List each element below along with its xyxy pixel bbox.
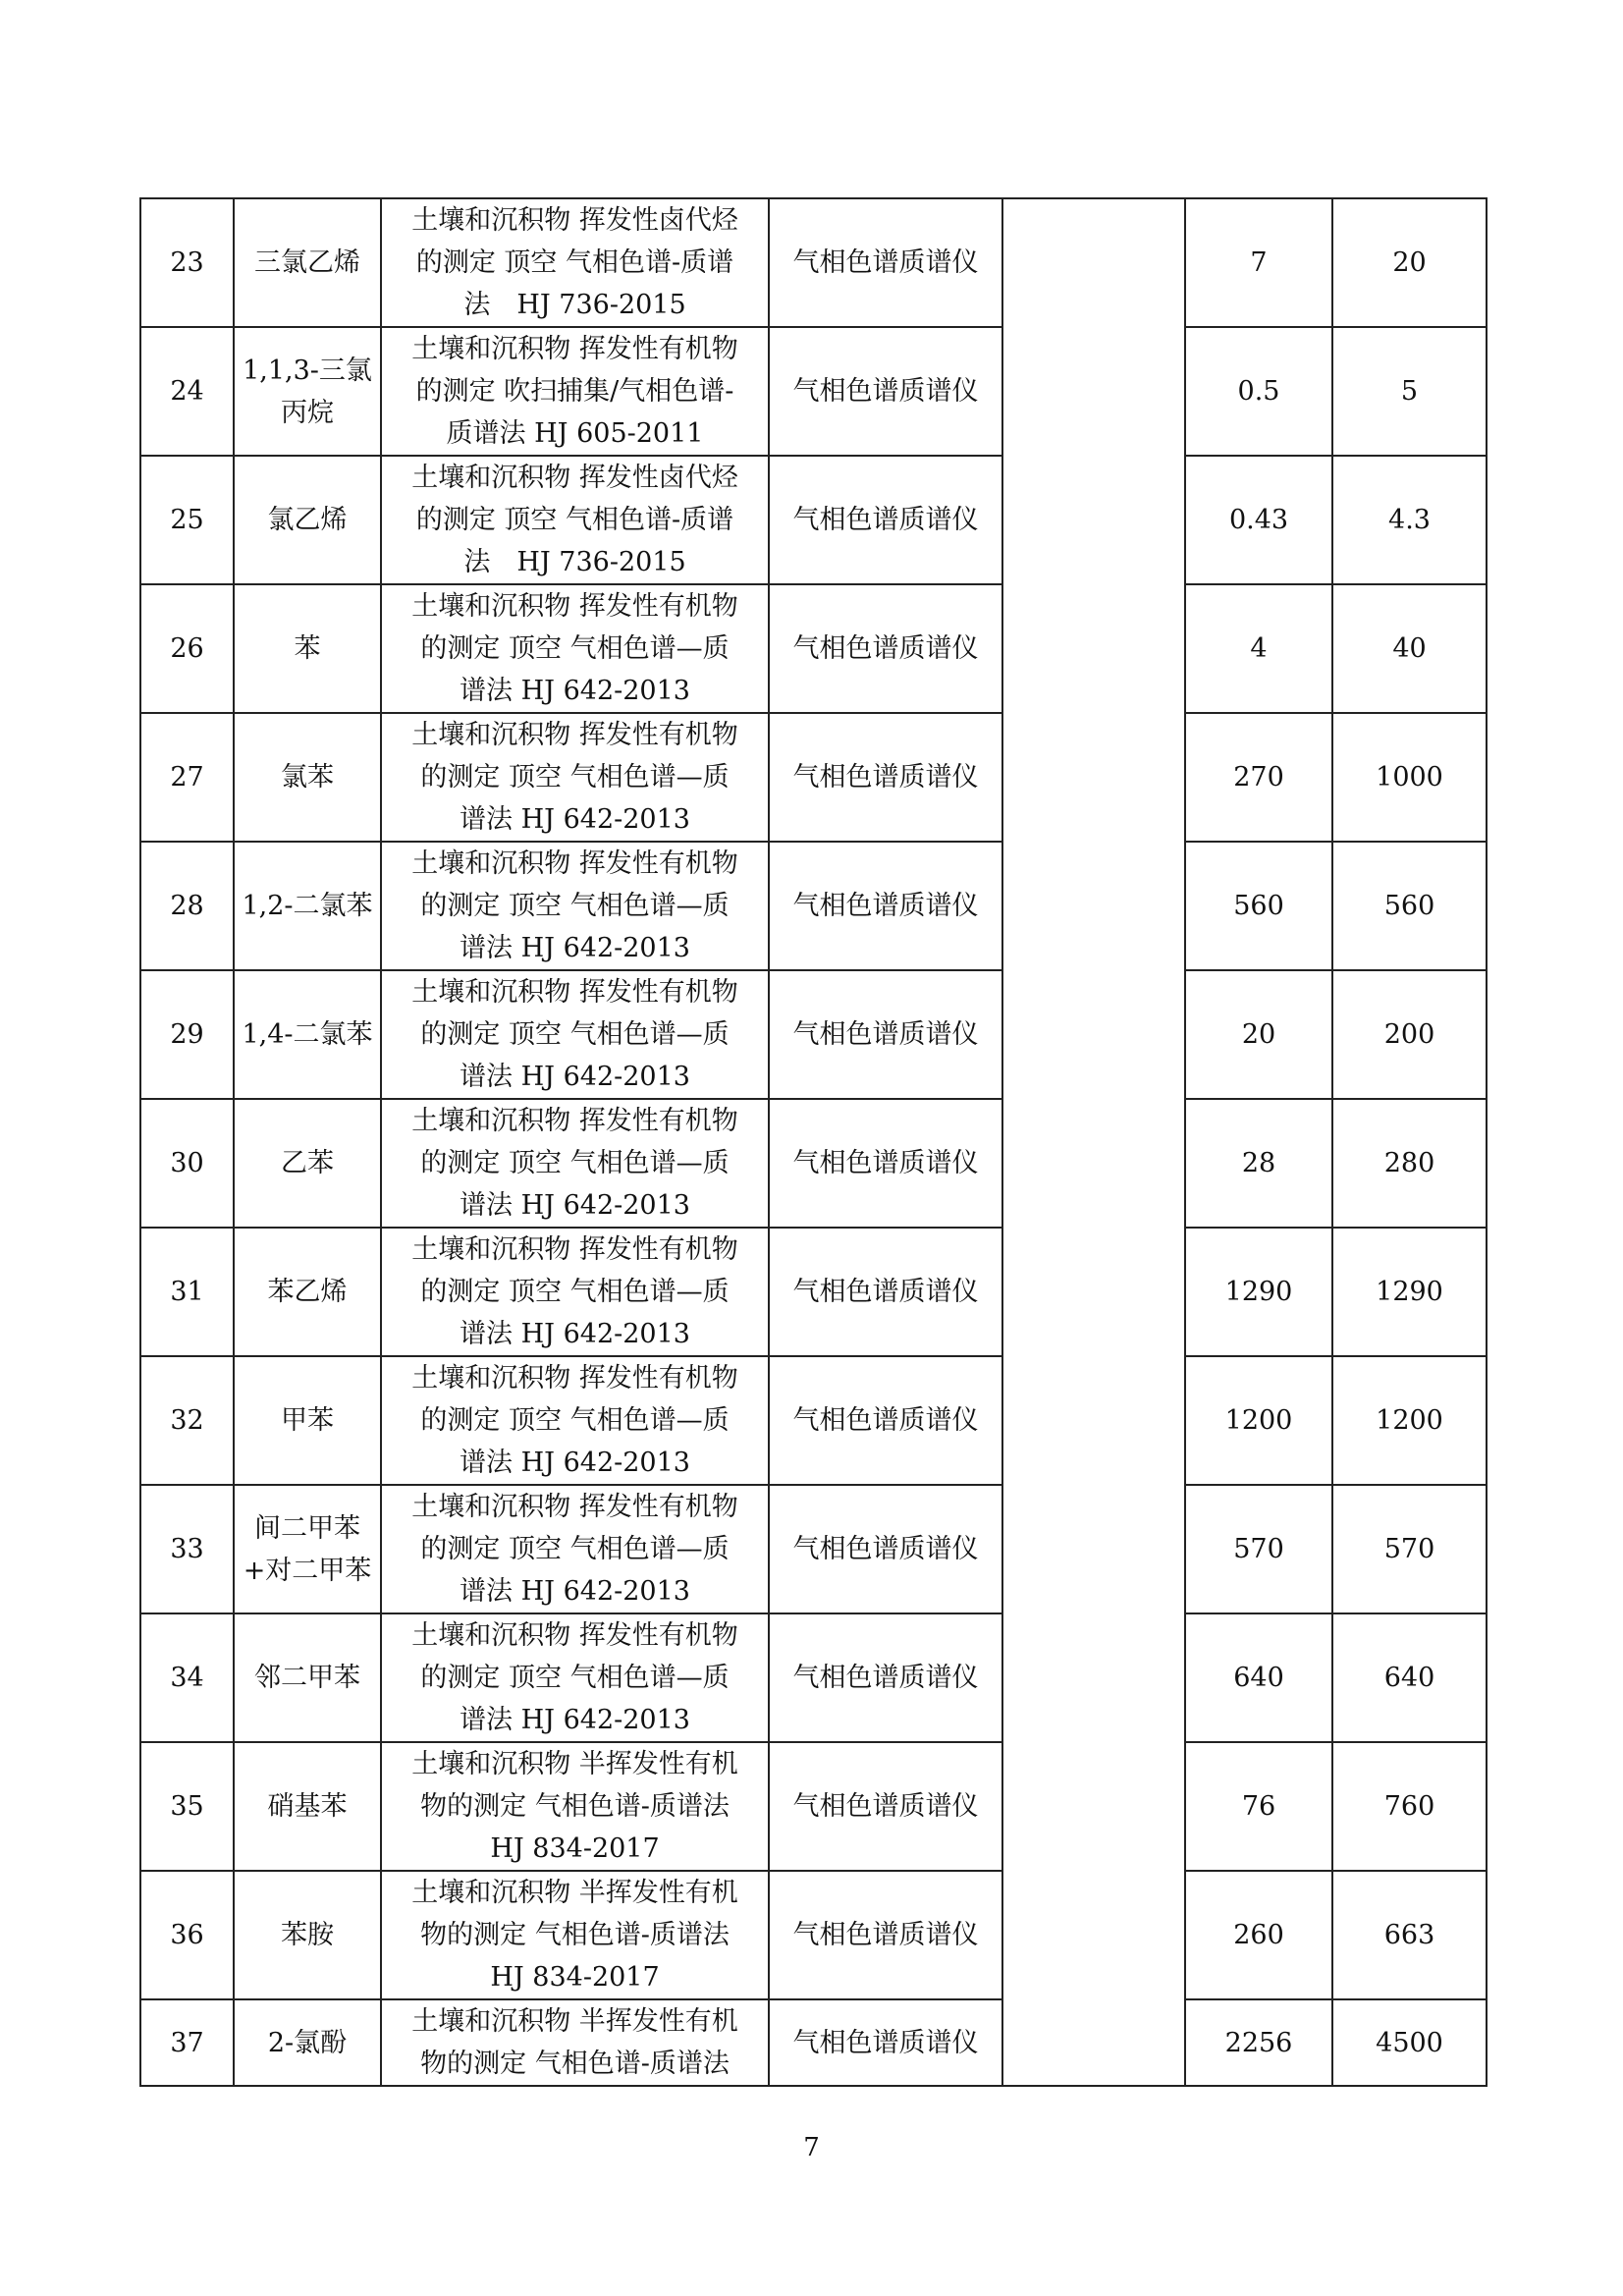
table-row xyxy=(140,584,1487,713)
row-number-cell: 37 xyxy=(140,1999,234,2086)
method-line: 法 HJ 736-2015 xyxy=(463,290,686,320)
method-line: 谱法 HJ 642-2013 xyxy=(460,1448,690,1478)
method-line: 土壤和沉积物 挥发性有机物 xyxy=(411,591,738,622)
detection-limit-cell: 4 xyxy=(1185,584,1332,713)
substance-name-cell: 邻二甲苯 xyxy=(234,1613,381,1742)
row-number-cell: 32 xyxy=(140,1356,234,1485)
method-cell xyxy=(381,970,769,1099)
row-number-cell: 36 xyxy=(140,1871,234,1999)
detection-limit-cell: 28 xyxy=(1185,1099,1332,1228)
table-row xyxy=(140,456,1487,584)
row-number-cell: 34 xyxy=(140,1613,234,1742)
blank-merged-cell xyxy=(1002,198,1185,2086)
method-line: 土壤和沉积物 半挥发性有机 xyxy=(411,1878,738,1908)
method-line: 土壤和沉积物 挥发性卤代烃 xyxy=(411,205,738,236)
row-number-cell: 25 xyxy=(140,456,234,584)
method-line: 的测定 顶空 气相色谱—质 xyxy=(420,762,730,793)
method-cell xyxy=(381,327,769,456)
detection-limit-cell: 260 xyxy=(1185,1871,1332,1999)
method-line: 质谱法 HJ 605-2011 xyxy=(446,418,704,449)
method-line: 谱法 HJ 642-2013 xyxy=(460,1705,690,1735)
method-cell xyxy=(381,1999,769,2086)
substance-name-cell: 氯苯 xyxy=(234,713,381,842)
table-row xyxy=(140,1228,1487,1356)
table-row xyxy=(140,1356,1487,1485)
substance-name-cell: 2-氯酚 xyxy=(234,1999,381,2086)
table-row xyxy=(140,970,1487,1099)
row-number-cell: 23 xyxy=(140,198,234,327)
method-cell xyxy=(381,584,769,713)
method-line: 的测定 顶空 气相色谱—质 xyxy=(420,1663,730,1693)
detection-limit-cell: 76 xyxy=(1185,1742,1332,1871)
method-line: 土壤和沉积物 挥发性有机物 xyxy=(411,848,738,879)
substance-name-cell: 1,4-二氯苯 xyxy=(234,970,381,1099)
method-cell xyxy=(381,456,769,584)
method-line: 土壤和沉积物 半挥发性有机 xyxy=(411,1749,738,1779)
method-line: 的测定 顶空 气相色谱—质 xyxy=(420,633,730,664)
method-line: 土壤和沉积物 挥发性卤代烃 xyxy=(411,463,738,493)
method-line: 谱法 HJ 642-2013 xyxy=(460,933,690,963)
screening-value-cell: 5 xyxy=(1332,327,1487,456)
method-line: 的测定 顶空 气相色谱—质 xyxy=(420,1019,730,1050)
method-cell xyxy=(381,198,769,327)
method-cell xyxy=(381,713,769,842)
table-row xyxy=(140,327,1487,456)
detection-limit-cell: 1290 xyxy=(1185,1228,1332,1356)
substance-name-cell: 1,2-二氯苯 xyxy=(234,842,381,970)
screening-value-cell: 280 xyxy=(1332,1099,1487,1228)
method-line: 土壤和沉积物 半挥发性有机 xyxy=(411,2006,738,2037)
detection-limit-cell: 1200 xyxy=(1185,1356,1332,1485)
table-row xyxy=(140,1613,1487,1742)
detection-limit-cell: 640 xyxy=(1185,1613,1332,1742)
detection-limit-cell: 0.43 xyxy=(1185,456,1332,584)
method-line: 的测定 顶空 气相色谱—质 xyxy=(420,891,730,921)
instrument-cell: 气相色谱质谱仪 xyxy=(769,970,1002,1099)
row-number-cell: 27 xyxy=(140,713,234,842)
row-number-cell: 31 xyxy=(140,1228,234,1356)
row-number-cell: 29 xyxy=(140,970,234,1099)
method-line: 的测定 顶空 气相色谱-质谱 xyxy=(415,505,734,535)
row-number-cell: 28 xyxy=(140,842,234,970)
instrument-cell: 气相色谱质谱仪 xyxy=(769,1228,1002,1356)
detection-limit-cell: 0.5 xyxy=(1185,327,1332,456)
method-line: 土壤和沉积物 挥发性有机物 xyxy=(411,1234,738,1265)
instrument-cell: 气相色谱质谱仪 xyxy=(769,198,1002,327)
method-line: 谱法 HJ 642-2013 xyxy=(460,1190,690,1221)
instrument-cell: 气相色谱质谱仪 xyxy=(769,1999,1002,2086)
table-row xyxy=(140,1742,1487,1871)
method-line: 土壤和沉积物 挥发性有机物 xyxy=(411,720,738,750)
table-body xyxy=(140,198,1487,2086)
screening-value-cell: 4.3 xyxy=(1332,456,1487,584)
screening-value-cell: 200 xyxy=(1332,970,1487,1099)
screening-value-cell: 760 xyxy=(1332,1742,1487,1871)
screening-value-cell: 560 xyxy=(1332,842,1487,970)
substance-name-cell: 1,1,3-三氯丙烷 xyxy=(234,327,381,456)
instrument-cell: 气相色谱质谱仪 xyxy=(769,1871,1002,1999)
substance-name-cell: 乙苯 xyxy=(234,1099,381,1228)
method-line: 谱法 HJ 642-2013 xyxy=(460,1062,690,1092)
instrument-cell: 气相色谱质谱仪 xyxy=(769,842,1002,970)
screening-value-cell: 1000 xyxy=(1332,713,1487,842)
table-row xyxy=(140,1099,1487,1228)
page-number: 7 xyxy=(803,2133,820,2162)
substance-name-cell: 三氯乙烯 xyxy=(234,198,381,327)
row-number-cell: 35 xyxy=(140,1742,234,1871)
substance-name-cell: 硝基苯 xyxy=(234,1742,381,1871)
substance-name-cell: 苯胺 xyxy=(234,1871,381,1999)
row-number-cell: 26 xyxy=(140,584,234,713)
detection-limit-cell: 2256 xyxy=(1185,1999,1332,2086)
detection-methods-table xyxy=(139,197,1488,2087)
screening-value-cell: 570 xyxy=(1332,1485,1487,1613)
method-cell xyxy=(381,842,769,970)
table-row xyxy=(140,713,1487,842)
method-line: HJ 834-2017 xyxy=(490,1962,660,1993)
screening-value-cell: 4500 xyxy=(1332,1999,1487,2086)
substance-name-cell: 甲苯 xyxy=(234,1356,381,1485)
method-line: 土壤和沉积物 挥发性有机物 xyxy=(411,977,738,1008)
table-row xyxy=(140,1871,1487,1999)
screening-value-cell: 640 xyxy=(1332,1613,1487,1742)
method-line: 土壤和沉积物 挥发性有机物 xyxy=(411,334,738,364)
method-line: 土壤和沉积物 挥发性有机物 xyxy=(411,1492,738,1522)
method-line: 谱法 HJ 642-2013 xyxy=(460,804,690,835)
method-line: 法 HJ 736-2015 xyxy=(463,547,686,577)
table-row xyxy=(140,1485,1487,1613)
instrument-cell: 气相色谱质谱仪 xyxy=(769,1485,1002,1613)
method-line: 的测定 顶空 气相色谱—质 xyxy=(420,1405,730,1436)
instrument-cell: 气相色谱质谱仪 xyxy=(769,1099,1002,1228)
row-number-cell: 33 xyxy=(140,1485,234,1613)
method-line: 土壤和沉积物 挥发性有机物 xyxy=(411,1363,738,1394)
table-row xyxy=(140,842,1487,970)
method-line: 的测定 顶空 气相色谱—质 xyxy=(420,1148,730,1178)
screening-value-cell: 1200 xyxy=(1332,1356,1487,1485)
method-line: 谱法 HJ 642-2013 xyxy=(460,676,690,706)
method-cell xyxy=(381,1871,769,1999)
instrument-cell: 气相色谱质谱仪 xyxy=(769,327,1002,456)
method-line: 的测定 顶空 气相色谱—质 xyxy=(420,1534,730,1564)
screening-value-cell: 20 xyxy=(1332,198,1487,327)
method-cell xyxy=(381,1228,769,1356)
screening-value-cell: 40 xyxy=(1332,584,1487,713)
substance-name-cell: 氯乙烯 xyxy=(234,456,381,584)
table-row xyxy=(140,1999,1487,2086)
method-line: 的测定 顶空 气相色谱-质谱 xyxy=(415,247,734,278)
instrument-cell: 气相色谱质谱仪 xyxy=(769,456,1002,584)
method-line: HJ 834-2017 xyxy=(490,1833,660,1864)
method-line: 谱法 HJ 642-2013 xyxy=(460,1576,690,1607)
detection-limit-cell: 560 xyxy=(1185,842,1332,970)
method-line: 土壤和沉积物 挥发性有机物 xyxy=(411,1620,738,1651)
instrument-cell: 气相色谱质谱仪 xyxy=(769,1356,1002,1485)
method-cell xyxy=(381,1613,769,1742)
substance-name-cell: 苯乙烯 xyxy=(234,1228,381,1356)
substance-name-cell: 间二甲苯+对二甲苯 xyxy=(234,1485,381,1613)
screening-value-cell: 1290 xyxy=(1332,1228,1487,1356)
instrument-cell: 气相色谱质谱仪 xyxy=(769,1613,1002,1742)
method-cell xyxy=(381,1356,769,1485)
method-line: 的测定 吹扫捕集/气相色谱- xyxy=(415,376,734,407)
method-line: 物的测定 气相色谱-质谱法 xyxy=(420,1791,730,1822)
detection-limit-cell: 270 xyxy=(1185,713,1332,842)
detection-limit-cell: 20 xyxy=(1185,970,1332,1099)
instrument-cell: 气相色谱质谱仪 xyxy=(769,713,1002,842)
substance-name-cell: 苯 xyxy=(234,584,381,713)
screening-value-cell: 663 xyxy=(1332,1871,1487,1999)
method-line: 物的测定 气相色谱-质谱法 xyxy=(420,2049,730,2079)
row-number-cell: 30 xyxy=(140,1099,234,1228)
method-cell xyxy=(381,1485,769,1613)
instrument-cell: 气相色谱质谱仪 xyxy=(769,1742,1002,1871)
method-line: 的测定 顶空 气相色谱—质 xyxy=(420,1277,730,1307)
method-cell xyxy=(381,1742,769,1871)
row-number-cell: 24 xyxy=(140,327,234,456)
method-line: 物的测定 气相色谱-质谱法 xyxy=(420,1920,730,1950)
detection-limit-cell: 7 xyxy=(1185,198,1332,327)
method-line: 土壤和沉积物 挥发性有机物 xyxy=(411,1106,738,1136)
method-cell xyxy=(381,1099,769,1228)
table-row xyxy=(140,198,1487,327)
detection-limit-cell: 570 xyxy=(1185,1485,1332,1613)
method-line: 谱法 HJ 642-2013 xyxy=(460,1319,690,1349)
instrument-cell: 气相色谱质谱仪 xyxy=(769,584,1002,713)
